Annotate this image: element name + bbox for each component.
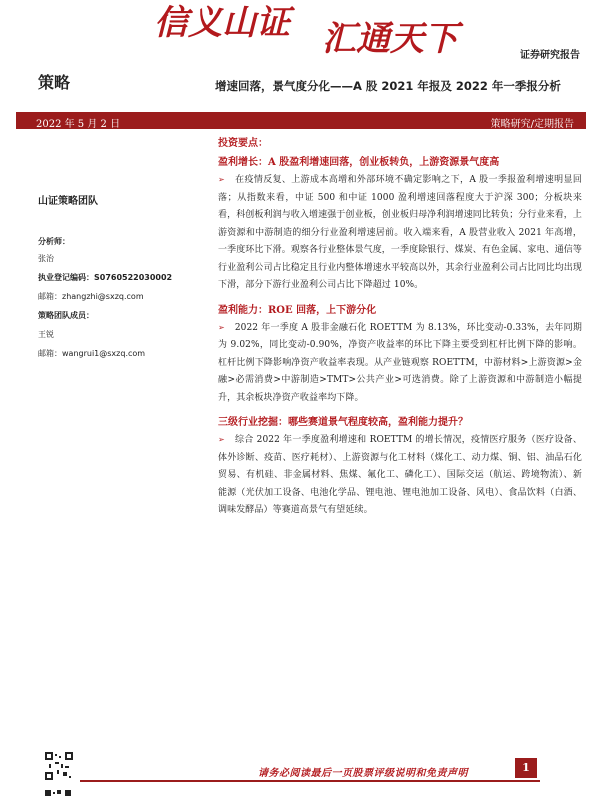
report-kind: 策略研究/定期报告 [490, 119, 574, 130]
section-heading-profit-growth: 盈利增长：A 股盈利增速回落，创业板转负，上游资源景气度高 [218, 157, 500, 168]
section-heading-profitability: 盈利能力：ROE 回落，上下游分化 [218, 304, 377, 316]
paragraph-text: 在疫情反复、上游成本高增和外部环境不确定影响之下，A 股一季报盈利增速明显回落；从指数来看，中证 500 和中证 1000 盈利增速回落程度大于沪深 300；分板块来看，科创板利润与收入增速强于创业板，创业板归母净利润增速同比转负；分行业来看，上游资源和中游制造的细分行业盈利增速居前。收入端来看，A 股营业收入 2021 年高增，一季度环比下滑。观察各行业整体景气度，一季度除银行、煤炭、有色金属、家电、通信等行业盈利公司占比稳定且行业内整体增速水平较高以外，其余行业盈利公司占比同比均出现下滑，部分下游行业盈利公司占比下降超过 10%。 [218, 175, 583, 290]
member-name: 王锐 [38, 330, 54, 339]
bullet-icon: ➢ [218, 435, 225, 444]
disclaimer-text: 请务必阅读最后一页股票评级说明和免责声明 [258, 768, 468, 779]
report-title: 增速回落，景气度分化——A 股 2021 年报及 2022 年一季报分析 [215, 79, 561, 93]
member-email: 邮箱：wangrui1@sxzq.com [38, 349, 146, 358]
analyst-label: 分析师： [38, 237, 70, 246]
paragraph-profit-growth [218, 171, 582, 295]
bullet-icon: ➢ [218, 322, 225, 332]
report-date: 2022 年 5 月 2 日 [36, 119, 121, 130]
qr-code-icon [45, 752, 73, 780]
members-label: 策略团队成员： [38, 311, 94, 320]
date-band [16, 112, 586, 129]
qr-code-icon-secondary [45, 790, 73, 800]
page-number: 1 [515, 758, 537, 778]
bullet-icon: ➢ [218, 175, 225, 184]
main-content [218, 134, 582, 526]
analyst-name: 张治 [38, 254, 54, 263]
svg-text:信义山证: 信义山证 [154, 3, 290, 43]
team-name: 山证策略团队 [38, 196, 98, 207]
key-points-heading: 投资要点： [218, 138, 268, 149]
registration-number: 执业登记编码：S0760522030002 [38, 273, 173, 282]
report-category: 策略 [38, 73, 71, 92]
report-type-label: 证券研究报告 [520, 50, 580, 61]
analyst-email: 邮箱：zhangzhi@sxzq.com [38, 292, 144, 301]
svg-text:汇通天下: 汇通天下 [322, 19, 458, 58]
brand-logo [150, 0, 480, 58]
footer-divider [80, 780, 540, 782]
section-heading-industry: 三级行业挖掘：哪些赛道景气程度较高，盈利能力提升？ [218, 417, 468, 428]
paragraph-text: 2022 年一季度 A 股非金融石化 ROETTM 为 8.13%，环比变动-0.33%，去年同期为 9.02%，同比变动-0.90%，净资产收益率的环比下降主要受到杠杆比例下降的影响。杠杆比例下降影响净资产收益率表现。从产业链观察 ROETTM，中游材料>上游资源>金融>必需消费>中游制造>TMT>公共产业>可选消费。除了上游资源和中游制造小幅提升，其余板块净资产收益率均下降。 [218, 322, 582, 403]
paragraph-text: 综合 2022 年一季度盈利增速和 ROETTM 的增长情况，疫情医疗服务（医疗设备、体外诊断、疫苗、医疗耗材）、上游资源与化工材料（煤化工、动力煤、铜、铝、油品石化贸易、有机硅、非金属材料、焦煤、氟化工、磷化工）、国际交运（航运、跨境物流）、新能源（光伏加工设备、电池化学品、锂电池、锂电池加工设备、风电）、食品饮料（白酒、调味发酵品）等赛道高景气有望延续。 [218, 435, 582, 515]
paragraph-industry [218, 431, 582, 520]
paragraph-profitability [218, 319, 582, 408]
